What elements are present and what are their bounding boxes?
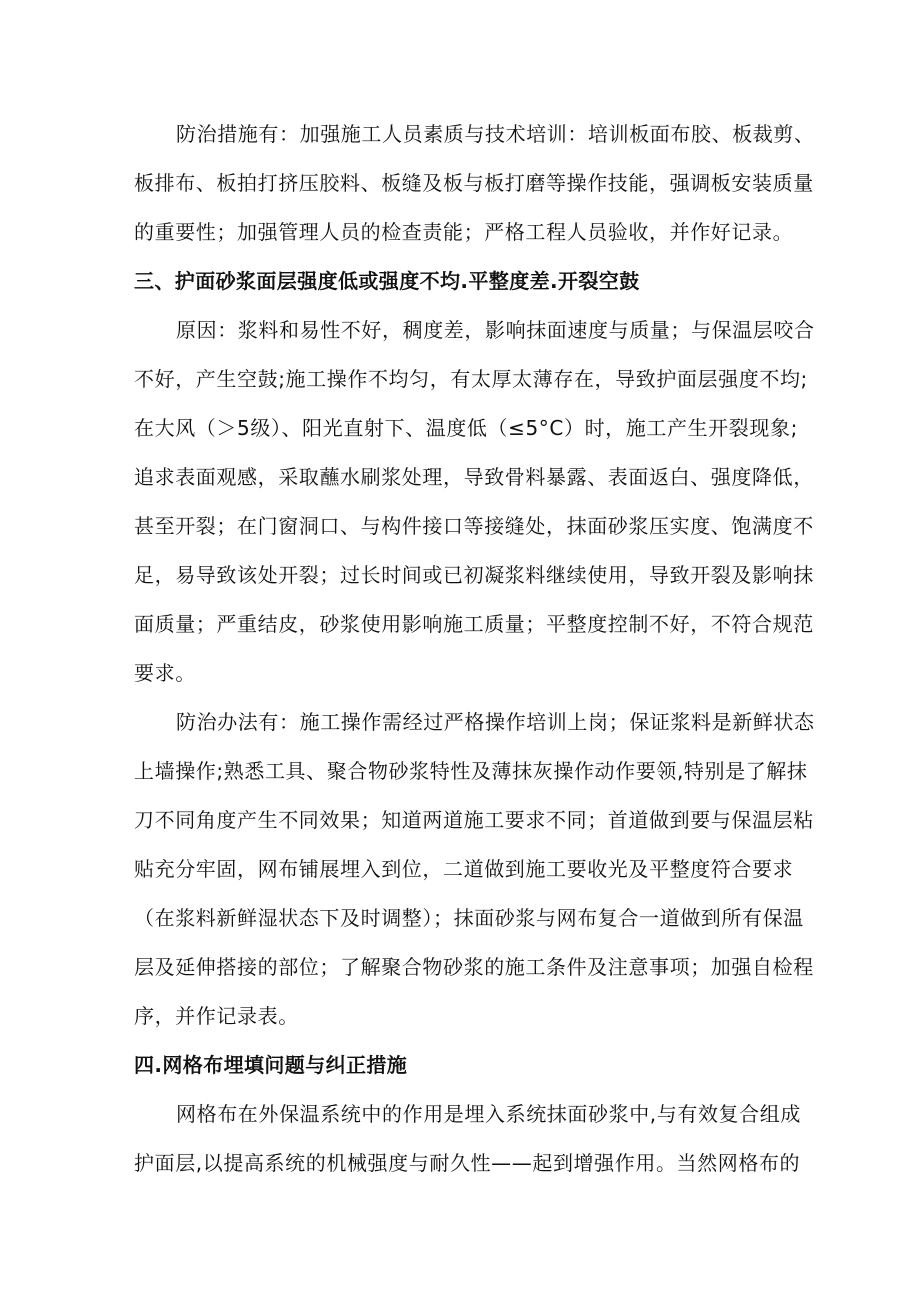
- paragraph-line: 足，易导致该处开裂；过长时间或已初凝浆料继续使用，导致开裂及影响抹: [134, 563, 814, 587]
- paragraph-line: 板排布、板拍打挤压胶料、板缝及板与板打磨等操作技能，强调板安装质量: [134, 171, 814, 195]
- paragraph-line: 要求。: [134, 661, 196, 685]
- paragraph-line: 甚至开裂；在门窗洞口、与构件接口等接缝处，抹面砂浆压实度、饱满度不: [134, 514, 814, 538]
- paragraph-line: 网格布在外保温系统中的作用是埋入系统抹面砂浆中,与有效复合组成: [176, 1102, 801, 1126]
- section-heading: 三、护面砂浆面层强度低或强度不均.平整度差.开裂空鼓: [134, 269, 640, 293]
- paragraph-line: 贴充分牢固，网布铺展埋入到位，二道做到施工要收光及平整度符合要求: [134, 857, 794, 881]
- paragraph-line: 刀不同角度产生不同效果；知道两道施工要求不同；首道做到要与保温层粘: [134, 808, 814, 832]
- section-heading: 四.网格布埋填问题与纠正措施: [134, 1053, 408, 1077]
- paragraph-line: 在大风（＞5级）、阳光直射下、温度低（≤5°C）时，施工产生开裂现象;: [134, 416, 798, 440]
- paragraph-line: 层及延伸搭接的部位；了解聚合物砂浆的施工条件及注意事项；加强自检程: [134, 955, 814, 979]
- paragraph-line: 追求表面观感，采取蘸水刷浆处理，导致骨料暴露、表面返白、强度降低，: [134, 465, 814, 489]
- paragraph-line: 上墙操作;熟悉工具、聚合物砂浆特性及薄抹灰操作动作要领,特别是了解抹: [134, 759, 808, 783]
- paragraph-line: （在浆料新鲜湿状态下及时调整）；抹面砂浆与网布复合一道做到所有保温: [134, 906, 804, 930]
- paragraph-line: 原因：浆料和易性不好，稠度差，影响抹面速度与质量；与保温层咬合: [176, 318, 815, 342]
- paragraph-line: 面质量；严重结皮，砂浆使用影响施工质量；平整度控制不好，不符合规范: [134, 612, 814, 636]
- paragraph-line: 不好，产生空鼓;施工操作不均匀，有太厚太薄存在，导致护面层强度不均;: [134, 367, 808, 391]
- paragraph-line: 护面层,以提高系统的机械强度与耐久性——起到增强作用。当然网格布的: [134, 1151, 801, 1175]
- paragraph-line: 的重要性；加强管理人员的检查责能；严格工程人员验收，并作好记录。: [134, 220, 794, 244]
- paragraph-line: 序，并作记录表。: [134, 1004, 299, 1028]
- paragraph-line: 防治措施有：加强施工人员素质与技术培训：培训板面布胶、板裁剪、: [176, 122, 815, 146]
- paragraph-line: 防治办法有：施工操作需经过严格操作培训上岗；保证浆料是新鲜状态: [176, 710, 815, 734]
